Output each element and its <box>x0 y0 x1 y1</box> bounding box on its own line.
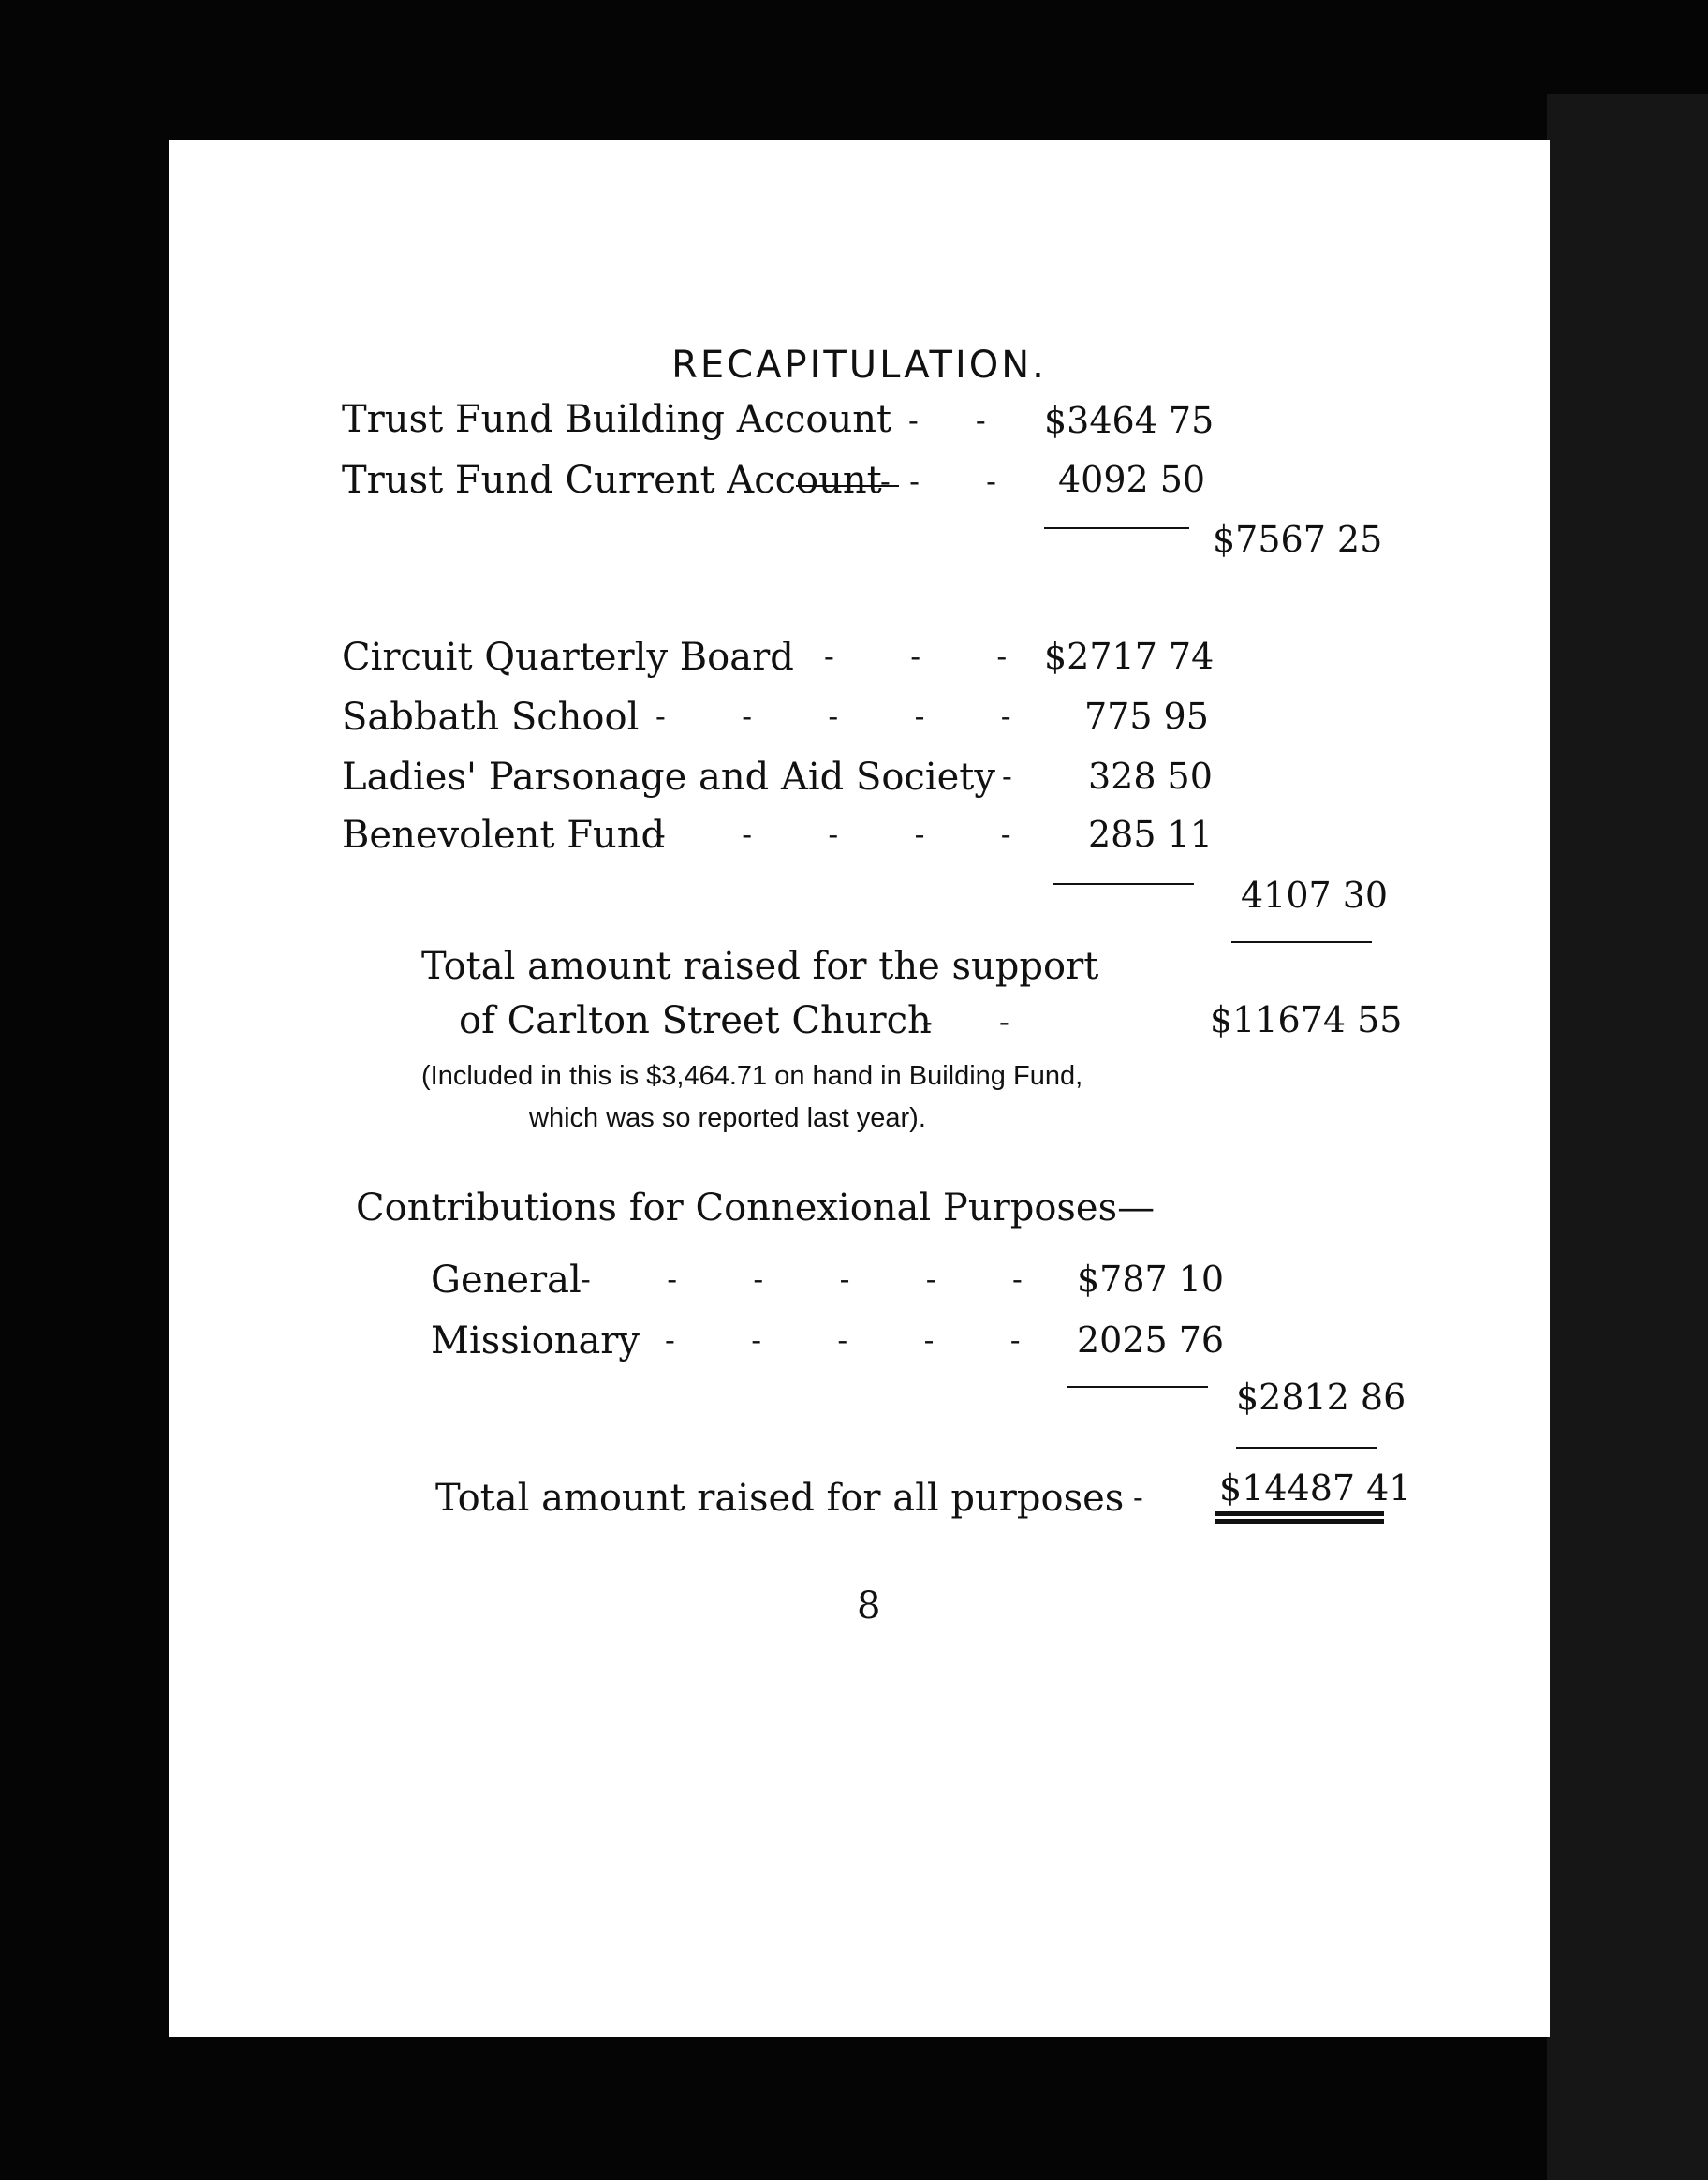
trust-building-label: Trust Fund Building Account <box>342 398 892 441</box>
circuit-board-amount: $2717 74 <box>1044 636 1215 677</box>
sabbath-school-label: Sabbath School <box>342 696 640 739</box>
support-total-amount: $11674 55 <box>1210 999 1403 1040</box>
building-fund-note-line2: which was so reported last year). <box>529 1103 926 1133</box>
sabbath-school-amount: 775 95 <box>1084 696 1209 737</box>
subtotal-rule <box>1068 1386 1208 1388</box>
missionary-amount: 2025 76 <box>1077 1319 1225 1361</box>
trust-subtotal: $7567 25 <box>1213 519 1383 560</box>
page-number: 8 <box>857 1584 881 1628</box>
support-total-line1: Total amount raised for the support <box>421 945 1099 988</box>
leader-dashes: - - - <box>824 639 1008 674</box>
grand-total-label: Total amount raised for all purposes <box>435 1477 1125 1520</box>
benevolent-fund-label: Benevolent Fund <box>342 814 666 857</box>
benevolent-fund-amount: 285 11 <box>1088 814 1213 855</box>
leader-dashes: - - - - - - <box>581 1261 1023 1297</box>
total-rule <box>1231 941 1372 943</box>
book-binding <box>1547 94 1708 2180</box>
leader-dashes: - - - - - <box>655 817 1011 852</box>
general-label: General <box>431 1259 582 1302</box>
leader-dashes: - - <box>922 1004 1009 1039</box>
circuit-subtotal: 4107 30 <box>1241 875 1389 916</box>
leader-dashes: - - - <box>880 464 996 499</box>
support-total-line2: of Carlton Street Church <box>459 999 932 1042</box>
leader-dashes: - - <box>908 403 986 438</box>
building-fund-note-line1: (Included in this is $3,464.71 on hand in Building Fund, <box>421 1061 1083 1091</box>
ladies-aid-label: Ladies' Parsonage and Aid Society <box>342 756 995 799</box>
leader-dashes: - - - - - <box>655 699 1011 734</box>
circuit-board-label: Circuit Quarterly Board <box>342 636 794 679</box>
double-underline <box>1215 1519 1384 1524</box>
subtotal-rule <box>1044 527 1189 529</box>
connexional-subtotal: $2812 86 <box>1236 1377 1406 1418</box>
connexional-heading: Contributions for Connexional Purposes— <box>356 1186 1156 1230</box>
double-underline <box>1215 1511 1384 1516</box>
trust-current-amount: 4092 50 <box>1058 459 1206 500</box>
page-title: RECAPITULATION. <box>671 344 1047 387</box>
document-page <box>169 140 1550 2037</box>
leader-dashes: - <box>1002 759 1012 794</box>
total-rule <box>1236 1447 1377 1449</box>
grand-total-amount: $14487 41 <box>1219 1467 1412 1509</box>
trust-building-amount: $3464 75 <box>1044 400 1215 441</box>
general-amount: $787 10 <box>1077 1259 1225 1300</box>
leader-dashes: - <box>1133 1480 1143 1515</box>
ladies-aid-amount: 328 50 <box>1088 756 1213 797</box>
missionary-label: Missionary <box>431 1319 640 1362</box>
leader-dashes: - - - - - <box>665 1322 1021 1358</box>
subtotal-rule <box>1053 883 1194 885</box>
trust-current-label: Trust Fund Current Account <box>342 459 882 502</box>
